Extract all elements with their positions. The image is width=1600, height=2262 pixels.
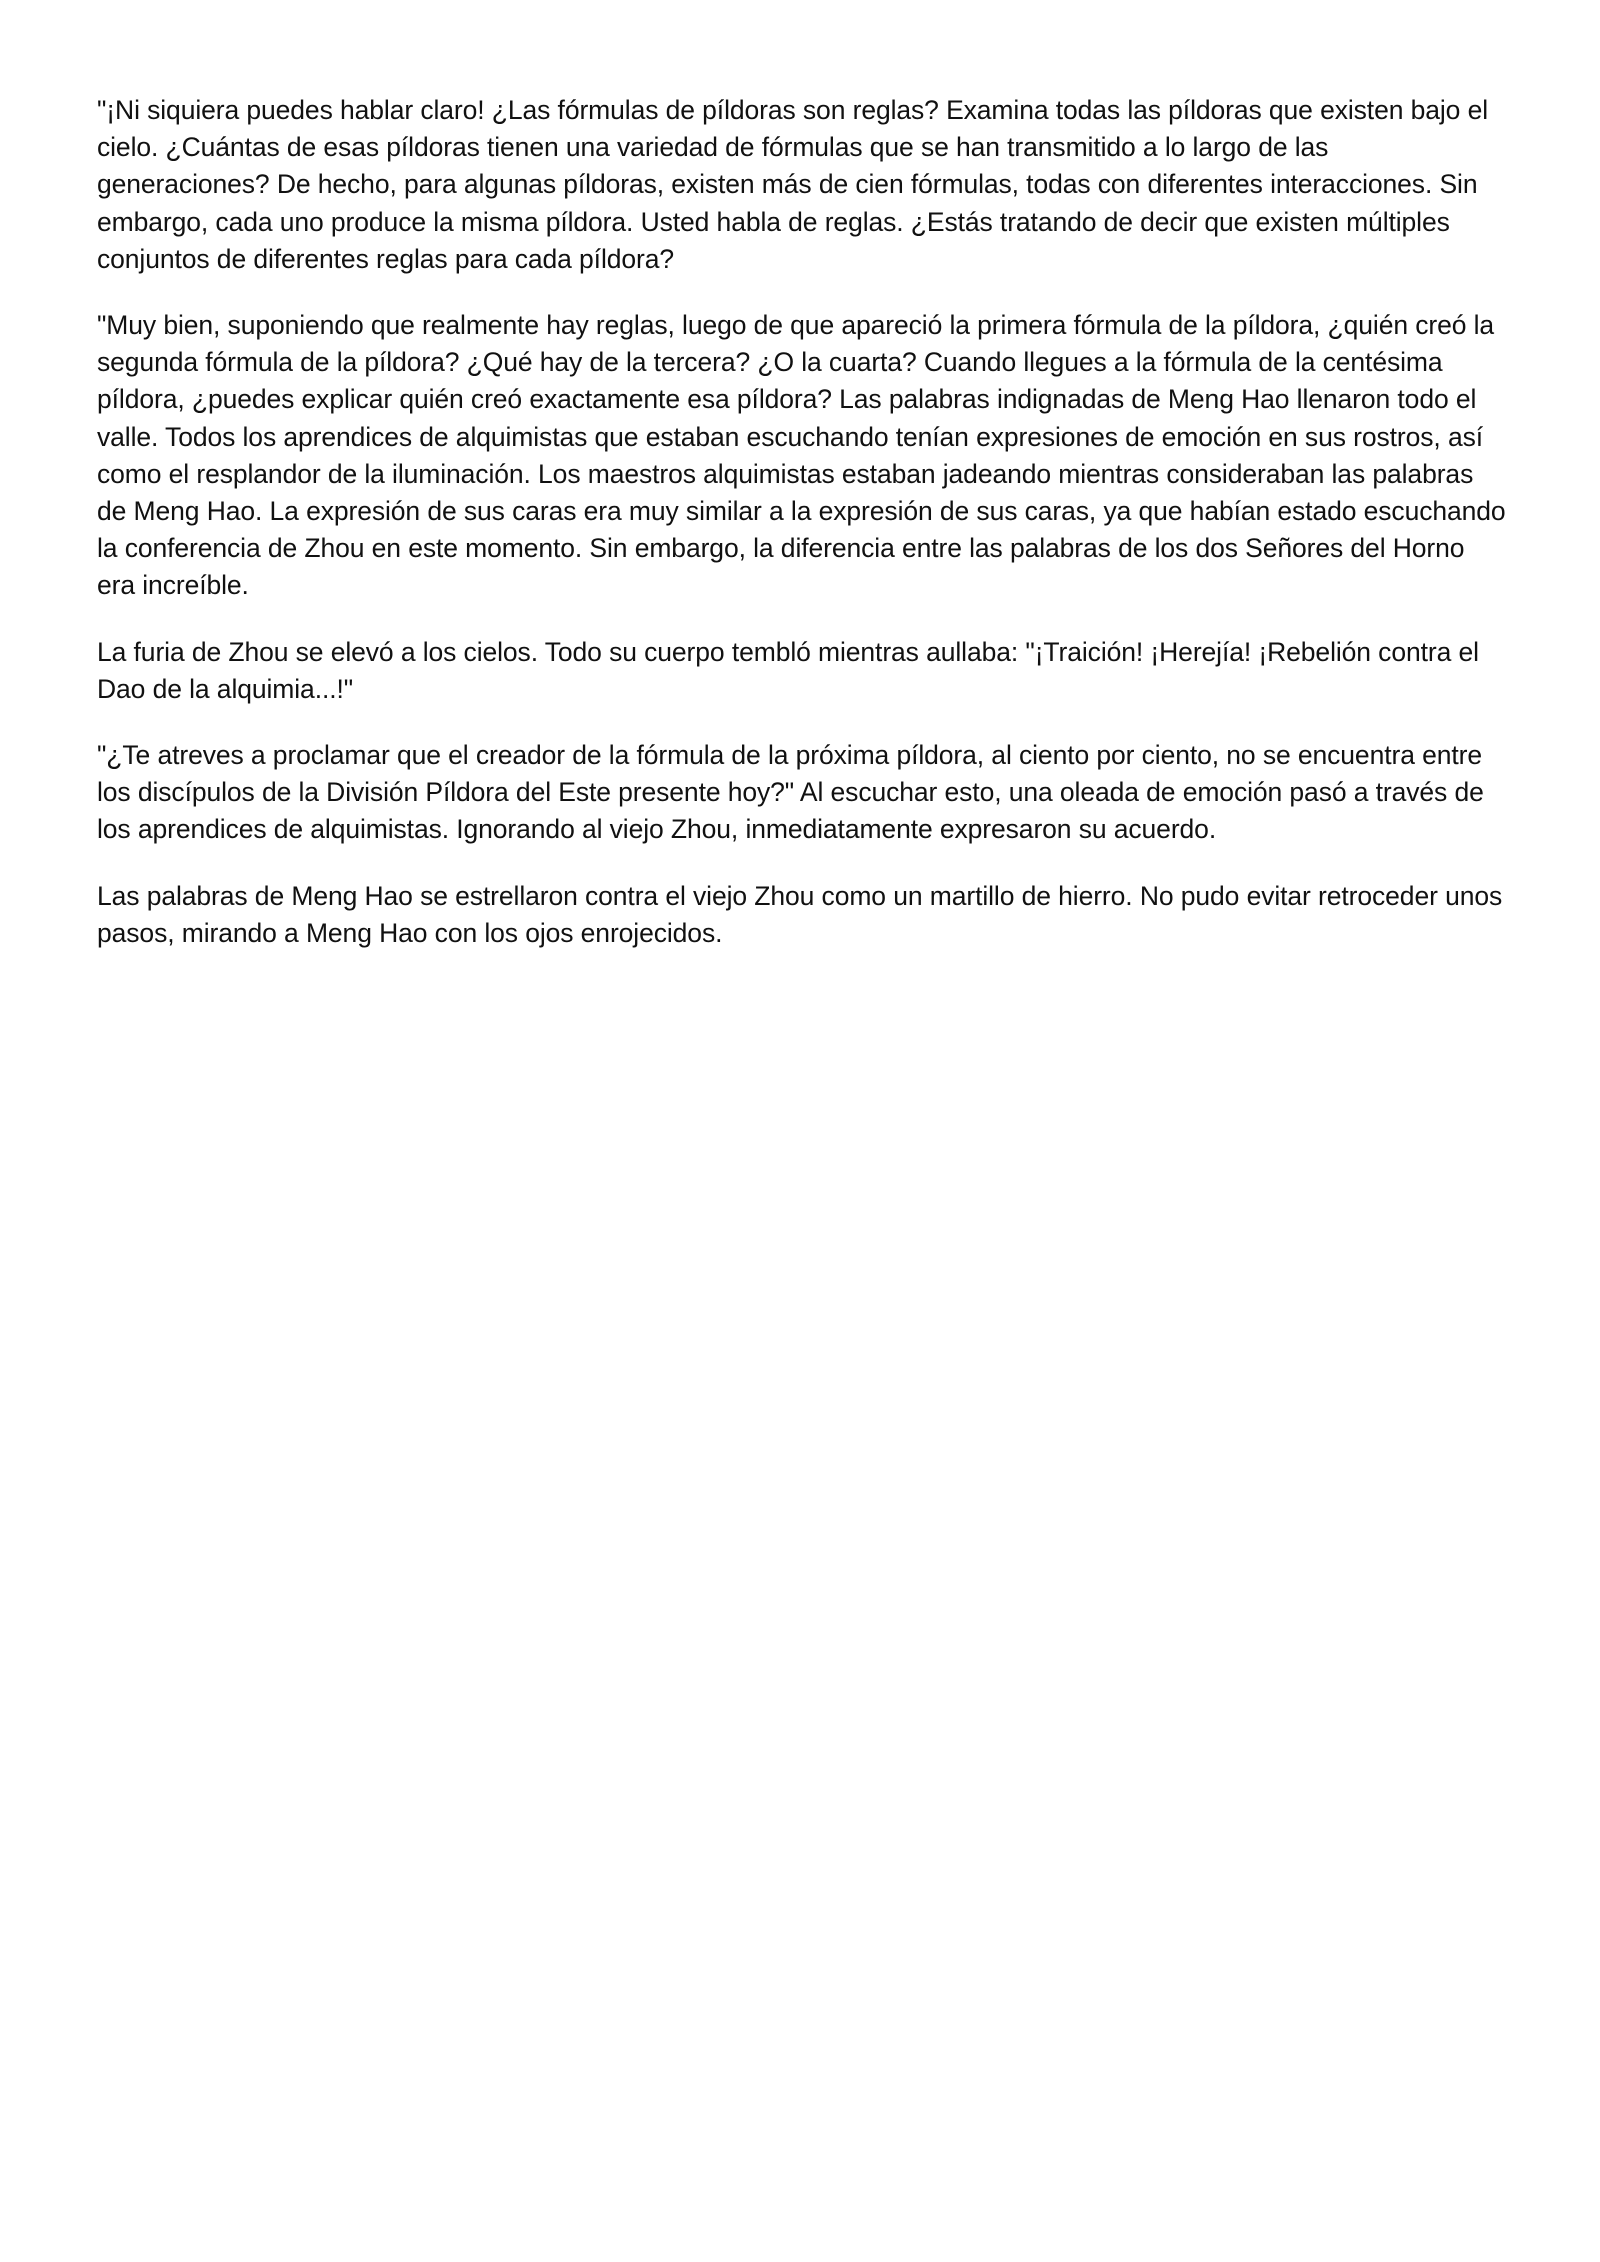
paragraph-1: "¡Ni siquiera puedes hablar claro! ¿Las fórmulas de píldoras son reglas? Examina todas las píldoras que existen bajo el cielo. ¿Cuántas de esas píldoras tienen una variedad de fórmulas que se han transmitido a lo largo de las generaciones? De hecho, para algunas píldoras, existen más de cien fórmulas, todas con diferentes interacciones. Sin embargo, cada uno produce la misma píldora. Usted habla de reglas. ¿Estás tratando de decir que existen múltiples conjuntos de diferentes reglas para cada píldora? — [97, 95, 1488, 274]
document-page — [97, 92, 1507, 981]
paragraph-5: Las palabras de Meng Hao se estrellaron contra el viejo Zhou como un martillo de hierro. No pudo evitar retroceder unos pasos, mirando a Meng Hao con los ojos enrojecidos. — [97, 880, 1503, 948]
paragraph-3: La furia de Zhou se elevó a los cielos. Todo su cuerpo tembló mientras aullaba: "¡Traición! ¡Herejía! ¡Rebelión contra el Dao de la alquimia...!" — [97, 636, 1479, 704]
paragraph-2: "Muy bien, suponiendo que realmente hay reglas, luego de que apareció la primera fórmula de la píldora, ¿quién creó la segunda fórmula de la píldora? ¿Qué hay de la tercera? ¿O la cuarta? Cuando llegues a la fórmula de la centésima píldora, ¿puedes explicar quién creó exactamente esa píldora? Las palabras indignadas de Meng Hao llenaron todo el valle. Todos los aprendices de alquimistas que estaban escuchando tenían expresiones de emoción en sus rostros, así como el resplandor de la iluminación. Los maestros alquimistas estaban jadeando mientras consideraban las palabras de Meng Hao. La expresión de sus caras era muy similar a la expresión de sus caras, ya que habían estado escuchando la conferencia de Zhou en este momento. Sin embargo, la diferencia entre las palabras de los dos Señores del Horno era increíble. — [97, 310, 1506, 601]
paragraph-4: "¿Te atreves a proclamar que el creador de la fórmula de la próxima píldora, al ciento por ciento, no se encuentra entre los discípulos de la División Píldora del Este presente hoy?" Al escuchar esto, una oleada de emoción pasó a través de los aprendices de alquimistas. Ignorando al viejo Zhou, inmediatamente expresaron su acuerdo. — [97, 740, 1484, 845]
